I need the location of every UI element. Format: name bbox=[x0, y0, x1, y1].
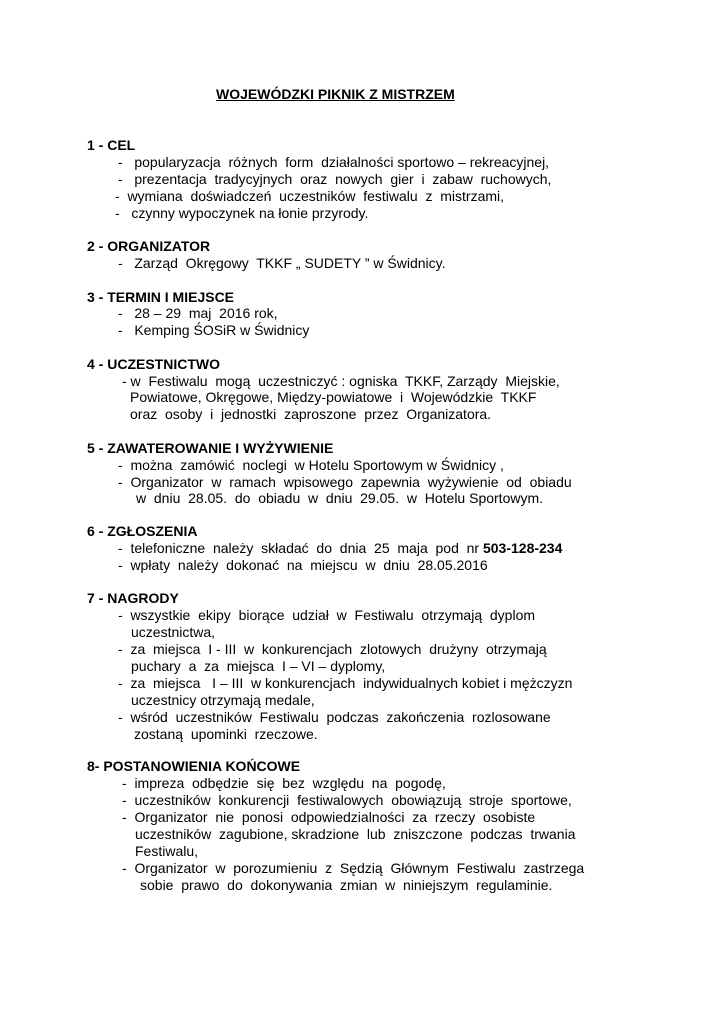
list-item bbox=[118, 540, 562, 556]
list-item: puchary a za miejsca I – VI – dyplomy, bbox=[131, 658, 386, 674]
document-title: WOJEWÓDZKI PIKNIK Z MISTRZEM bbox=[216, 86, 455, 102]
list-item: Festiwalu, bbox=[135, 843, 199, 859]
list-item: - wśród uczestników Festiwalu podczas zakończenia rozlosowane bbox=[118, 709, 551, 725]
list-item: - za miejsca I – III w konkurencjach indywidualnych kobiet i mężczyzn bbox=[118, 675, 573, 691]
list-item: - Organizator nie ponosi odpowiedzialności za rzeczy osobiste bbox=[122, 809, 536, 825]
list-item: - wpłaty należy dokonać na miejscu w dniu 28.05.2016 bbox=[118, 557, 488, 573]
list-item: uczestników zagubione, skradzione lub zniszczone podczas trwania bbox=[135, 826, 576, 842]
section-heading-zakwaterowanie: 5 - ZAWATEROWANIE I WYŻYWIENIE bbox=[87, 440, 334, 456]
list-item: - Organizator w ramach wpisowego zapewnia wyżywienie od obiadu bbox=[118, 474, 572, 490]
list-item: - Kemping ŚOSiR w Świdnicy bbox=[118, 322, 310, 338]
list-item: - impreza odbędzie się bez względu na pogodę, bbox=[122, 775, 446, 791]
section-heading-cel: 1 - CEL bbox=[87, 137, 136, 153]
section-heading-postanowienia: 8- POSTANOWIENIA KOŃCOWE bbox=[87, 758, 301, 774]
list-item: - popularyzacja różnych form działalności sportowo – rekreacyjnej, bbox=[118, 154, 550, 170]
list-item: - w Festiwalu mogą uczestniczyć : ogniska TKKF, Zarządy Miejskie, bbox=[122, 373, 560, 389]
section-heading-uczestnictwo: 4 - UCZESTNICTWO bbox=[87, 356, 220, 372]
list-item: - wszystkie ekipy biorące udział w Festiwalu otrzymają dyplom bbox=[118, 607, 536, 623]
list-item: uczestnictwa, bbox=[131, 624, 216, 640]
list-item: sobie prawo do dokonywania zmian w niniejszym regulaminie. bbox=[140, 877, 553, 893]
list-item: - Zarząd Okręgowy TKKF „ SUDETY ” w Świdnicy. bbox=[118, 255, 446, 271]
list-item: - wymiana doświadczeń uczestników festiwalu z mistrzami, bbox=[115, 188, 505, 204]
list-item: - za miejsca I - III w konkurencjach zlotowych drużyny otrzymają bbox=[118, 641, 547, 657]
list-item: - Organizator w porozumieniu z Sędzią Głównym Festiwalu zastrzega bbox=[122, 860, 585, 876]
phone-number: 503-128-234 bbox=[482, 540, 563, 556]
section-heading-zgloszenia: 6 - ZGŁOSZENIA bbox=[87, 523, 198, 539]
section-heading-organizator: 2 - ORGANIZATOR bbox=[87, 238, 211, 254]
list-item: uczestnicy otrzymają medale, bbox=[131, 692, 315, 708]
list-item: oraz osoby i jednostki zaproszone przez Organizatora. bbox=[130, 406, 492, 422]
phone-registration-text: - telefoniczne należy składać do dnia 25 maja pod nr bbox=[118, 540, 483, 556]
list-item: - czynny wypoczynek na łonie przyrody. bbox=[115, 205, 369, 221]
section-heading-termin: 3 - TERMIN I MIEJSCE bbox=[87, 289, 235, 305]
list-item: - można zamówić noclegi w Hotelu Sportowym w Świdnicy , bbox=[118, 457, 504, 473]
list-item: - uczestników konkurencji festiwalowych obowiązują stroje sportowe, bbox=[122, 792, 572, 808]
section-heading-nagrody: 7 - NAGRODY bbox=[87, 590, 179, 606]
list-item: - prezentacja tradycyjnych oraz nowych gier i zabaw ruchowych, bbox=[118, 171, 552, 187]
list-item: zostaną upominki rzeczowe. bbox=[134, 726, 318, 742]
list-item: - 28 – 29 maj 2016 rok, bbox=[118, 305, 278, 321]
list-item: w dniu 28.05. do obiadu w dniu 29.05. w Hotelu Sportowym. bbox=[136, 490, 544, 506]
list-item: Powiatowe, Okręgowe, Między-powiatowe i Wojewódzkie TKKF bbox=[130, 389, 537, 405]
